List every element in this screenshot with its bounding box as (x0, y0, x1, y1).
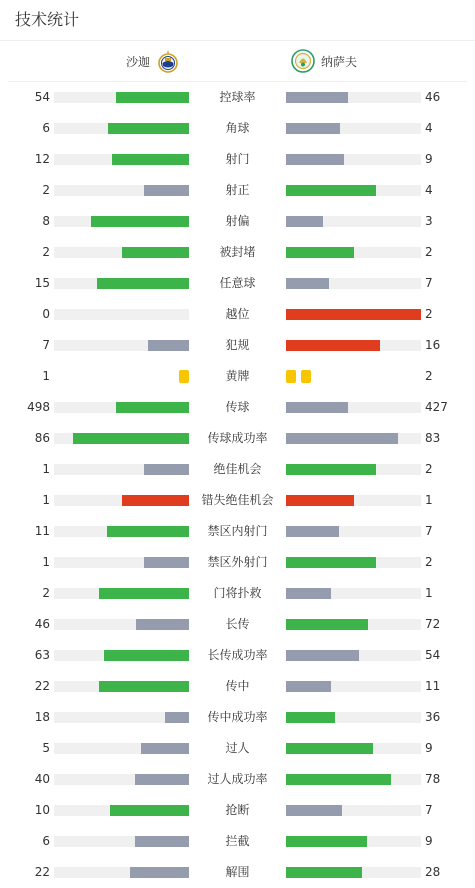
stat-row (0, 795, 475, 826)
stat-label: 传中 (225, 679, 250, 693)
home-value: 11 (34, 524, 50, 538)
away-bar-fill (286, 526, 339, 537)
home-value: 63 (34, 648, 50, 662)
home-bar-track (54, 433, 189, 444)
stat-row (0, 206, 475, 237)
stat-label: 射门 (225, 152, 250, 166)
away-bar-track (286, 526, 421, 537)
stat-label: 禁区外射门 (207, 555, 268, 569)
stat-label: 错失绝佳机会 (201, 493, 274, 507)
away-bar-fill (286, 154, 344, 165)
home-value: 15 (34, 276, 50, 290)
home-bar-track (54, 278, 189, 289)
home-value: 46 (34, 617, 50, 631)
home-bar-fill (107, 526, 190, 537)
away-bar-track (286, 681, 421, 692)
home-bar-fill (122, 247, 190, 258)
home-bar-fill (116, 402, 189, 413)
away-bar-fill (286, 464, 376, 475)
away-bar-fill (286, 278, 329, 289)
away-yellow-card-icon (286, 370, 296, 383)
home-team-name: 沙迦 (125, 54, 150, 69)
away-value: 7 (425, 803, 433, 817)
home-bar-track (54, 867, 189, 878)
away-bar-fill (286, 92, 348, 103)
away-value: 36 (425, 710, 441, 724)
stat-row (0, 826, 475, 857)
home-bar-track (54, 92, 189, 103)
stat-label: 越位 (225, 307, 250, 321)
home-bar-track (54, 650, 189, 661)
home-bar-track (54, 557, 189, 568)
away-bar-track (286, 247, 421, 258)
away-bar-fill (286, 774, 391, 785)
stat-label: 传球 (225, 400, 250, 414)
home-bar-fill (135, 836, 189, 847)
away-bar-fill (286, 185, 376, 196)
stat-label: 门将扑救 (213, 586, 262, 600)
home-bar-track (54, 836, 189, 847)
away-bar-track (286, 402, 421, 413)
home-value: 54 (34, 90, 50, 104)
away-team[interactable] (291, 49, 357, 73)
stat-row (0, 175, 475, 206)
stat-label: 被封堵 (219, 245, 256, 259)
away-bar-fill (286, 805, 342, 816)
stat-label: 传中成功率 (207, 710, 268, 724)
home-bar-track (54, 712, 189, 723)
away-bar-track (286, 650, 421, 661)
away-bar-track (286, 309, 421, 320)
home-value: 0 (42, 307, 50, 321)
home-bar-track (54, 247, 189, 258)
away-bar-fill (286, 619, 368, 630)
home-value: 1 (42, 369, 50, 383)
home-bar-fill (144, 185, 189, 196)
away-bar-fill (286, 650, 359, 661)
home-value: 6 (42, 834, 50, 848)
away-value: 2 (425, 369, 433, 383)
stat-row (0, 485, 475, 516)
home-value: 12 (34, 152, 50, 166)
away-bar-fill (286, 867, 362, 878)
stat-label: 绝佳机会 (213, 462, 262, 476)
home-bar-track (54, 402, 189, 413)
away-bar-track (286, 805, 421, 816)
home-bar-track (54, 681, 189, 692)
away-value: 427 (425, 400, 448, 414)
home-bar-fill (122, 495, 190, 506)
home-bar-track (54, 185, 189, 196)
away-value: 9 (425, 741, 433, 755)
home-bar-fill (97, 278, 189, 289)
home-value: 22 (34, 679, 50, 693)
away-bar-fill (286, 495, 354, 506)
away-bar-track (286, 92, 421, 103)
stat-row (0, 268, 475, 299)
away-bar-track (286, 743, 421, 754)
stat-label: 拦截 (225, 834, 250, 848)
stat-label: 射偏 (225, 214, 250, 228)
stat-row (0, 857, 475, 888)
away-value: 54 (425, 648, 441, 662)
away-value: 2 (425, 555, 433, 569)
away-bar-track (286, 495, 421, 506)
away-value: 7 (425, 524, 433, 538)
stat-label: 传球成功率 (207, 431, 268, 445)
stat-label: 射正 (225, 183, 250, 197)
sharjah-crest-icon (156, 49, 180, 73)
away-value: 78 (425, 772, 441, 786)
home-bar-fill (165, 712, 189, 723)
home-bar-fill (99, 588, 189, 599)
home-team[interactable] (126, 49, 180, 73)
away-value: 72 (425, 617, 441, 631)
away-bar-track (286, 433, 421, 444)
away-value: 16 (425, 338, 441, 352)
home-yellow-card-icon (179, 370, 189, 383)
home-bar-track (54, 309, 189, 320)
stat-row (0, 361, 475, 392)
stat-label: 角球 (225, 121, 250, 135)
stat-row (0, 237, 475, 268)
away-bar-fill (286, 216, 323, 227)
stat-row (0, 671, 475, 702)
home-bar-fill (104, 650, 189, 661)
away-bar-track (286, 836, 421, 847)
away-yellow-card-icon (301, 370, 311, 383)
home-value: 498 (27, 400, 50, 414)
away-bar-track (286, 340, 421, 351)
home-bar-fill (136, 619, 189, 630)
away-bar-fill (286, 433, 398, 444)
away-value: 83 (425, 431, 441, 445)
away-bar-fill (286, 309, 421, 320)
home-value: 6 (42, 121, 50, 135)
away-bar-track (286, 278, 421, 289)
away-value: 1 (425, 586, 433, 600)
away-value: 46 (425, 90, 441, 104)
away-bar-track (286, 185, 421, 196)
home-bar-track (54, 216, 189, 227)
away-bar-track (286, 712, 421, 723)
stat-label: 长传 (225, 617, 250, 631)
home-value: 5 (42, 741, 50, 755)
stat-row (0, 764, 475, 795)
stat-label: 解围 (225, 865, 250, 879)
stat-row (0, 640, 475, 671)
home-bar-fill (99, 681, 189, 692)
away-bar-track (286, 123, 421, 134)
away-value: 11 (425, 679, 441, 693)
page-title: 技术统计 (15, 10, 80, 29)
home-bar-fill (141, 743, 189, 754)
away-bar-track (286, 557, 421, 568)
home-bar-fill (148, 340, 189, 351)
home-value: 10 (34, 803, 50, 817)
away-bar-fill (286, 402, 348, 413)
away-bar-fill (286, 340, 380, 351)
stat-row (0, 113, 475, 144)
away-value: 1 (425, 493, 433, 507)
home-bar-fill (144, 464, 189, 475)
away-bar-fill (286, 836, 367, 847)
stat-row (0, 144, 475, 175)
home-bar-fill (144, 557, 189, 568)
away-value: 2 (425, 307, 433, 321)
home-bar-fill (130, 867, 189, 878)
stat-label: 犯规 (225, 338, 250, 352)
away-bar-track (286, 154, 421, 165)
home-bar-track (54, 619, 189, 630)
stat-row (0, 733, 475, 764)
away-value: 9 (425, 152, 433, 166)
away-value: 3 (425, 214, 433, 228)
away-bar-track (286, 619, 421, 630)
stat-label: 黄牌 (225, 369, 250, 383)
stat-row (0, 454, 475, 485)
home-bar-fill (110, 805, 189, 816)
home-bar-fill (112, 154, 189, 165)
stat-label: 控球率 (219, 90, 256, 104)
home-value: 1 (42, 555, 50, 569)
home-value: 18 (34, 710, 50, 724)
away-bar-fill (286, 247, 354, 258)
home-bar-track (54, 526, 189, 537)
away-team-name: 纳萨夫 (321, 54, 358, 69)
home-value: 86 (34, 431, 50, 445)
home-value: 22 (34, 865, 50, 879)
home-value: 7 (42, 338, 50, 352)
away-bar-fill (286, 712, 335, 723)
stat-row (0, 299, 475, 330)
stat-row (0, 609, 475, 640)
stat-row (0, 516, 475, 547)
home-value: 8 (42, 214, 50, 228)
stat-row (0, 702, 475, 733)
home-bar-track (54, 495, 189, 506)
away-bar-fill (286, 123, 340, 134)
home-bar-fill (91, 216, 189, 227)
away-value: 2 (425, 245, 433, 259)
stats-list (0, 82, 475, 888)
away-bar-fill (286, 743, 373, 754)
away-bar-track (286, 774, 421, 785)
home-value: 40 (34, 772, 50, 786)
home-bar-fill (135, 774, 189, 785)
teams-header (8, 41, 467, 82)
stat-label: 过人成功率 (207, 772, 268, 786)
home-bar-track (54, 588, 189, 599)
stat-row (0, 392, 475, 423)
stat-row (0, 423, 475, 454)
away-bar-fill (286, 588, 331, 599)
away-bar-track (286, 867, 421, 878)
home-value: 1 (42, 462, 50, 476)
away-value: 4 (425, 121, 433, 135)
away-value: 28 (425, 865, 441, 879)
home-bar-track (54, 154, 189, 165)
away-bar-track (286, 588, 421, 599)
home-bar-fill (73, 433, 189, 444)
stat-label: 任意球 (219, 276, 256, 290)
home-value: 2 (42, 245, 50, 259)
home-bar-track (54, 805, 189, 816)
home-value: 2 (42, 586, 50, 600)
stat-label: 禁区内射门 (207, 524, 268, 538)
away-bar-fill (286, 681, 331, 692)
stat-label: 抢断 (225, 803, 250, 817)
away-value: 7 (425, 276, 433, 290)
home-bar-track (54, 774, 189, 785)
home-value: 1 (42, 493, 50, 507)
home-value: 2 (42, 183, 50, 197)
home-bar-track (54, 743, 189, 754)
stat-row (0, 82, 475, 113)
home-bar-track (54, 340, 189, 351)
stat-label: 过人 (225, 741, 250, 755)
away-bar-fill (286, 557, 376, 568)
stat-row (0, 330, 475, 361)
home-bar-fill (116, 92, 189, 103)
stat-row (0, 547, 475, 578)
away-value: 4 (425, 183, 433, 197)
away-value: 9 (425, 834, 433, 848)
away-bar-track (286, 464, 421, 475)
home-bar-fill (108, 123, 189, 134)
home-bar-track (54, 123, 189, 134)
stat-row (0, 578, 475, 609)
away-value: 2 (425, 462, 433, 476)
away-bar-track (286, 216, 421, 227)
home-bar-track (54, 464, 189, 475)
stat-label: 长传成功率 (207, 648, 268, 662)
nasaf-crest-icon (291, 49, 315, 73)
